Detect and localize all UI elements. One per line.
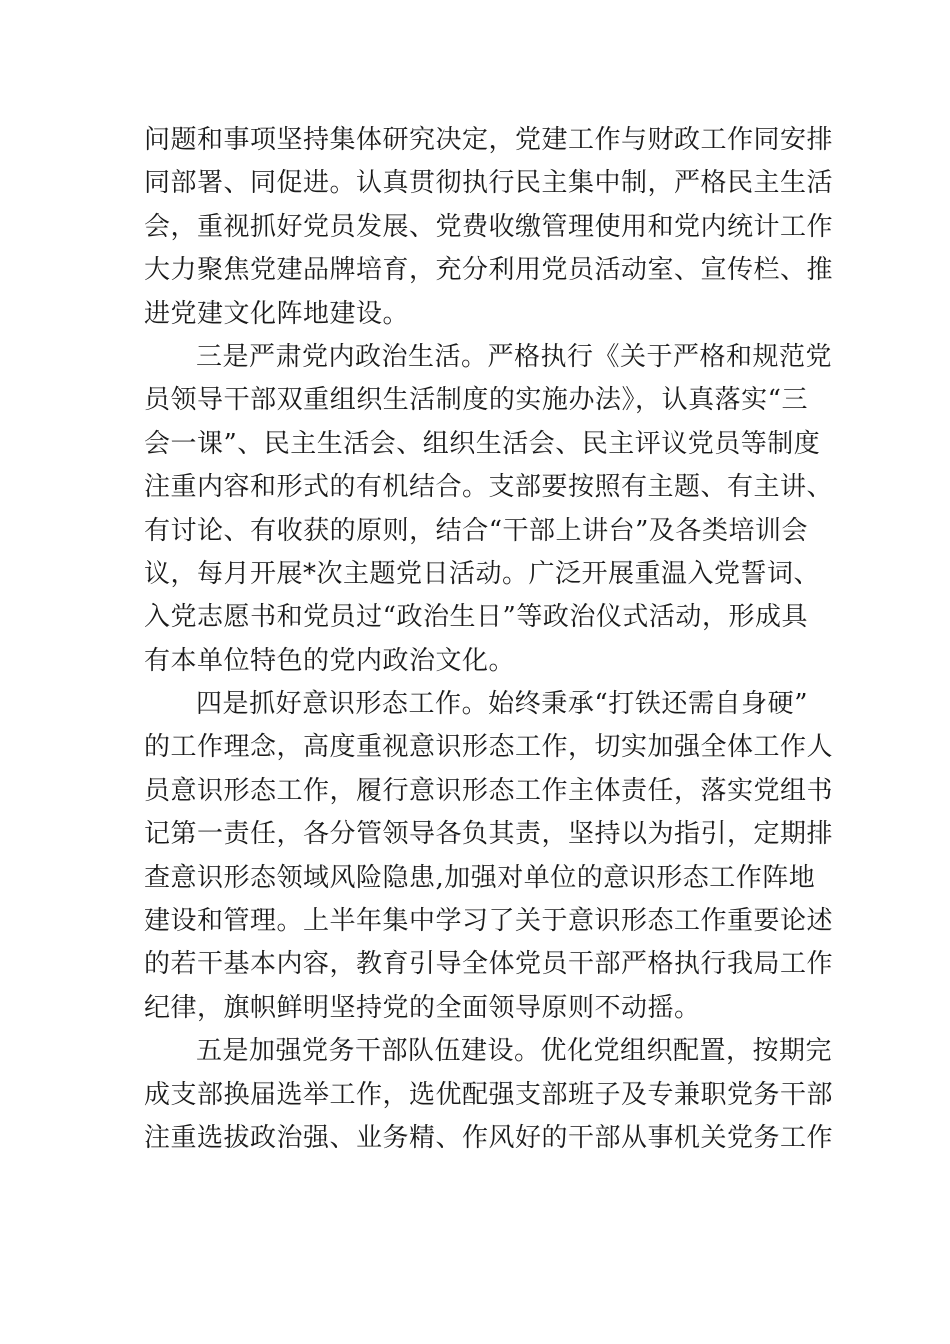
text-line: 注重选拔政治强、业务精、作风好的干部从事机关党务工作	[144, 1122, 834, 1153]
paragraph-start-line: 三是严肃党内政治生活。严格执行《关于严格和规范党	[196, 341, 833, 372]
text-line: 成支部换届选举工作，选优配强支部班子及专兼职党务干部	[144, 1079, 834, 1110]
text-line: 有本单位特色的党内政治文化。	[144, 645, 516, 676]
text-line: 的工作理念，高度重视意识形态工作，切实加强全体工作人	[144, 732, 834, 763]
text-line: 员领导干部双重组织生活制度的实施办法》，认真落实“三	[144, 385, 808, 416]
text-line: 议，每月开展*次主题党日活动。广泛开展重温入党誓词、	[144, 558, 821, 589]
text-line: 注重内容和形式的有机结合。支部要按照有主题、有主讲、	[144, 472, 834, 503]
paragraph-start-line: 五是加强党务干部队伍建设。优化党组织配置，按期完	[196, 1036, 833, 1067]
text-line: 查意识形态领域风险隐患,加强对单位的意识形态工作阵地	[144, 862, 816, 893]
text-line: 同部署、同促进。认真贯彻执行民主集中制，严格民主生活	[144, 168, 834, 199]
text-line: 会一课”、民主生活会、组织生活会、民主评议党员等制度	[144, 428, 821, 459]
text-line: 入党志愿书和党员过“政治生日”等政治仪式活动，形成具	[144, 602, 808, 633]
text-line: 大力聚焦党建品牌培育，充分利用党员活动室、宣传栏、推	[144, 255, 834, 286]
text-line: 纪律，旗帜鲜明坚持党的全面领导原则不动摇。	[144, 992, 701, 1023]
text-line: 的若干基本内容，教育引导全体党员干部严格执行我局工作	[144, 949, 834, 980]
text-line: 建设和管理。上半年集中学习了关于意识形态工作重要论述	[144, 906, 834, 937]
text-line: 记第一责任，各分管领导各负其责，坚持以为指引，定期排	[144, 819, 834, 850]
text-line: 会，重视抓好党员发展、党费收缴管理使用和党内统计工作	[144, 211, 834, 242]
document-body	[144, 119, 834, 1160]
paragraph-start-line: 四是抓好意识形态工作。始终秉承“打铁还需自身硬”	[196, 689, 808, 720]
text-line: 进党建文化阵地建设。	[144, 298, 410, 329]
text-line: 问题和事项坚持集体研究决定，党建工作与财政工作同安排	[144, 125, 834, 155]
text-line: 员意识形态工作，履行意识形态工作主体责任，落实党组书	[144, 775, 834, 806]
text-line: 有讨论、有收获的原则，结合“干部上讲台”及各类培训会	[144, 515, 808, 546]
